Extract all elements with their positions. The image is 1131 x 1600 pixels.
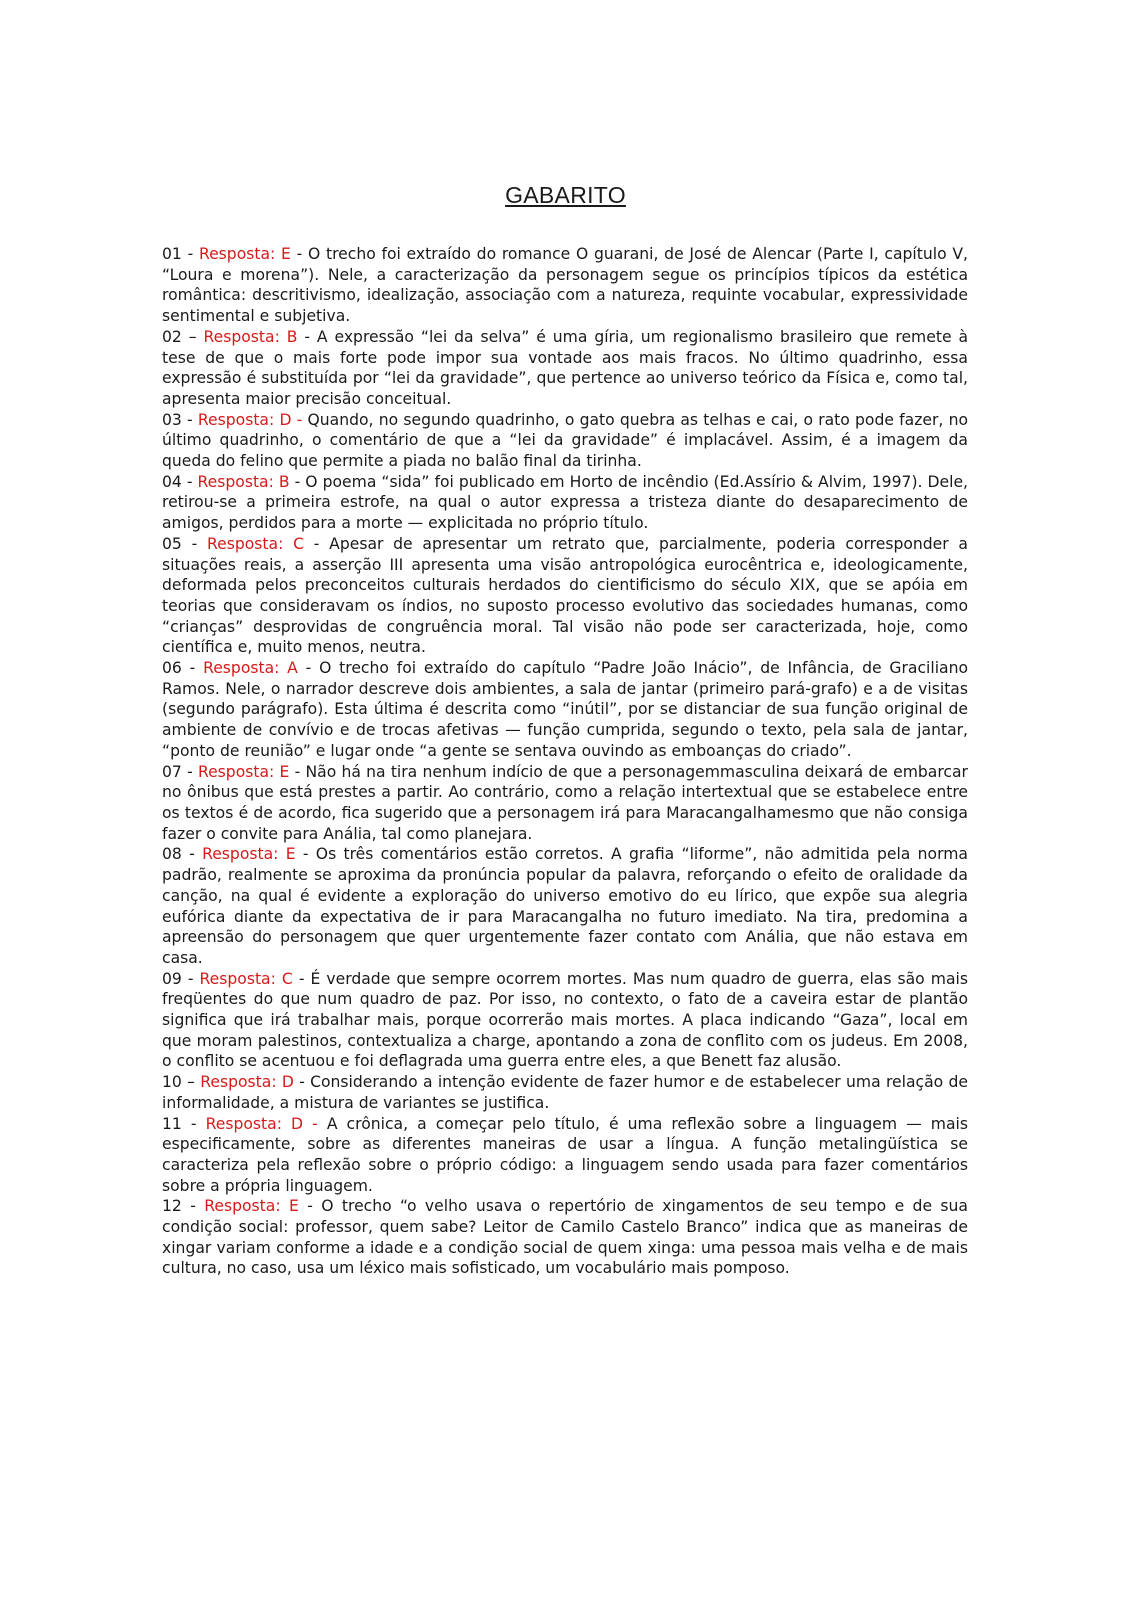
explanation-text: Quando, no segundo quadrinho, o gato quebra as telhas e cai, o rato pode fazer, no último quadrinho, o comentário de que a “lei da gravidade” é implacável. Assim, é a imagem da queda do felino que permite a piada no balão final da tirinha.: [162, 410, 968, 471]
answer-label: Resposta: C: [199, 969, 293, 988]
explanation-text: O trecho foi extraído do romance O guarani, de José de Alencar (Parte I, capítulo V, “Loura e morena”). Nele, a caracterização da personagem segue os princípios típicos da estética romântica: descritivismo, idealização, associação com a natureza, requinte vocabular, expressividade sentimental e subjetiva.: [162, 245, 968, 326]
answer-item-10: [162, 1072, 968, 1113]
item-number: 02 –: [162, 327, 197, 346]
answer-item-09: [162, 969, 968, 1073]
explanation-text: A crônica, a começar pelo título, é uma reflexão sobre a linguagem — mais especificamente, sobre as diferentes maneiras de usar a língua. A função metalingüística se caracteriza pela reflexão sobre o próprio código: a linguagem sendo usada para fazer comentários sobre a própria linguagem.: [162, 1114, 968, 1195]
separator: -: [302, 845, 309, 864]
item-number: 04 -: [162, 472, 193, 491]
separator: -: [305, 659, 312, 678]
answer-item-04: [162, 472, 968, 534]
answer-item-03: [162, 410, 968, 472]
answer-label: Resposta: A: [203, 659, 298, 678]
answer-label: Resposta: E: [202, 845, 296, 864]
answer-item-06: [162, 658, 968, 762]
item-number: 05 -: [162, 534, 198, 553]
item-number: 11 -: [162, 1114, 197, 1133]
explanation-text: O trecho “o velho usava o repertório de xingamentos de seu tempo e de sua condição social: professor, quem sabe? Leitor de Camilo Castelo Branco” indica que as maneiras de xingar variam conforme a idade e a condição social de quem xinga: uma pessoa mais velha e de mais cultura, no caso, usa um léxico mais sofisticado, um vocabulário mais pomposo.: [162, 1197, 968, 1278]
item-number: 12 -: [162, 1197, 196, 1216]
item-number: 03 -: [162, 410, 193, 429]
answer-item-11: [162, 1114, 968, 1197]
answer-item-02: [162, 327, 968, 410]
separator: -: [304, 327, 310, 346]
answer-item-08: [162, 844, 968, 968]
item-number: 01 -: [162, 245, 194, 263]
item-number: 09 -: [162, 969, 194, 988]
separator: -: [307, 1197, 313, 1216]
item-number: 07 -: [162, 762, 193, 781]
answer-label: Resposta: C: [207, 534, 304, 553]
explanation-text: Apesar de apresentar um retrato que, parcialmente, poderia corresponder a situações reais, a asserção III apresenta uma visão antropológica eurocêntrica e, ideologicamente, deformada pelos preconceitos culturais herdados do cientificismo do século XIX, que se apóia em teorias que consideravam os índios, no suposto processo evolutivo das sociedades humanas, como “crianças” desprovidas de congruência moral. Tal visão não pode ser caracterizada, hoje, como científica e, muito menos, neutra.: [162, 534, 968, 657]
answer-label: Resposta: D -: [205, 1114, 318, 1133]
item-number: 06 -: [162, 659, 196, 678]
explanation-text: É verdade que sempre ocorrem mortes. Mas num quadro de guerra, elas são mais freqüentes do que num quadro de paz. Por isso, no contexto, o fato de a caveira estar de plantão significa que irá trabalhar mais, porque ocorrerão mais mortes. A placa indicando “Gaza”, local em que moram palestinos, contextualiza a charge, apontando a zona de conflito com os judeus. Em 2008, o conflito se acentuou e foi deflagrada uma guerra entre eles, a que Benett faz alusão.: [162, 969, 968, 1071]
answer-label: Resposta: D: [200, 1073, 294, 1092]
item-number: 10 –: [162, 1073, 195, 1092]
explanation-text: Não há na tira nenhum indício de que a personagemmasculina deixará de embarcar no ônibus que está prestes a partir. Ao contrário, como a relação intertextual que se estabelece entre os textos é de acordo, fica sugerido que a personagem irá para Maracangalhamesmo que não consiga fazer o convite para Anália, tal como planejara.: [162, 762, 968, 843]
answer-item-01: [162, 244, 968, 327]
answer-label: Resposta: B: [203, 327, 298, 346]
explanation-text: O poema “sida” foi publicado em Horto de incêndio (Ed.Assírio & Alvim, 1997). Dele, retirou-se a primeira estrofe, na qual o autor expressa a tristeza diante do desaparecimento de amigos, perdidos para a morte — explicitada no próprio título.: [162, 472, 968, 533]
separator: -: [294, 472, 301, 491]
item-number: 08 -: [162, 845, 195, 864]
answer-label: Resposta: D -: [197, 410, 303, 429]
answer-label: Resposta: E: [204, 1197, 299, 1216]
answer-item-07: [162, 762, 968, 845]
page-title: GABARITO: [505, 182, 626, 208]
answer-item-05: [162, 534, 968, 658]
separator: -: [298, 969, 305, 988]
answer-label: Resposta: E: [197, 762, 290, 781]
answer-label: Resposta: B: [197, 472, 290, 491]
separator: -: [313, 534, 320, 553]
separator: -: [296, 245, 303, 263]
separator: -: [294, 762, 301, 781]
explanation-text: Os três comentários estão corretos. A grafia “liforme”, não admitida pela norma padrão, realmente se aproxima da pronúncia popular da palavra, reforçando o efeito de oralidade da canção, na qual é evidente a exploração do universo emotivo do eu lírico, que expõe sua alegria eufórica diante da expectativa de ir para Maracangalha no futuro imediato. Na tira, predomina a apreensão do personagem que quer urgentemente fazer contato com Anália, que não estava em casa.: [162, 845, 968, 967]
answer-item-12: [162, 1196, 968, 1279]
answer-key-list: [162, 244, 968, 1279]
answer-label: Resposta: E: [198, 245, 291, 263]
explanation-text: A expressão “lei da selva” é uma gíria, um regionalismo brasileiro que remete à tese de que o mais forte pode impor sua vontade aos mais fracos. No último quadrinho, essa expressão é substituída por “lei da gravidade”, que pertence ao universo teórico da Física e, como tal, apresenta maior precisão conceitual.: [162, 327, 969, 408]
separator: -: [299, 1073, 305, 1092]
explanation-text: Considerando a intenção evidente de fazer humor e de estabelecer uma relação de informalidade, a mistura de variantes se justifica.: [162, 1073, 968, 1112]
explanation-text: O trecho foi extraído do capítulo “Padre João Inácio”, de Infância, de Graciliano Ramos. Nele, o narrador descreve dois ambientes, a sala de jantar (primeiro pará-grafo) e a de visitas (segundo parágrafo). Esta última é descrita como “inútil”, por se distanciar de sua função original de ambiente de convívio e de trocas afetivas — função cumprida, segundo o texto, pela sala de jantar, “ponto de reunião” e lugar onde “a gente se sentava ouvindo as emboanças do criado”.: [162, 659, 969, 760]
